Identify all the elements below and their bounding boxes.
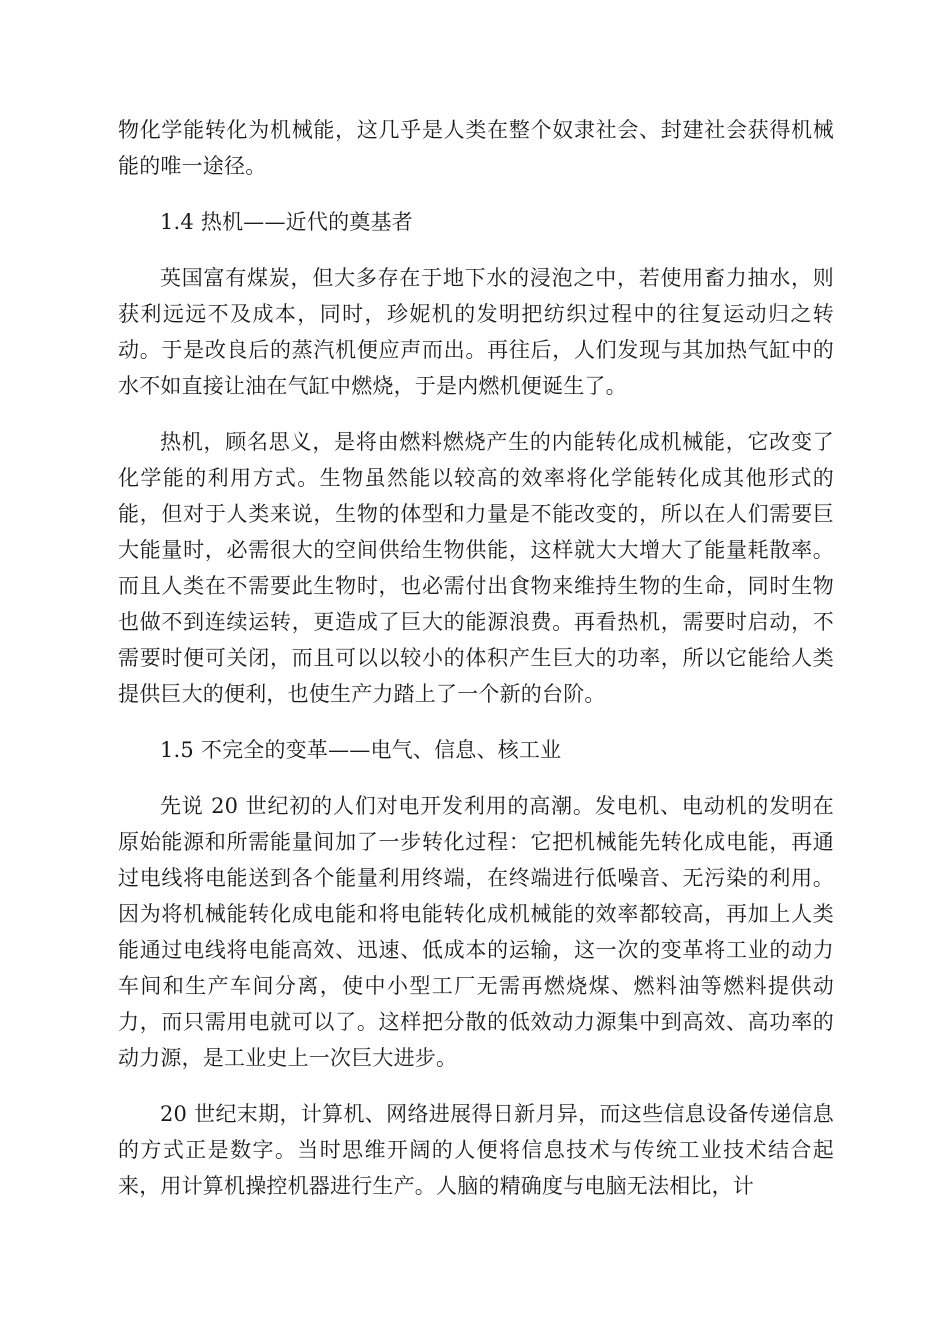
paragraph-electricity: 先说 20 世纪初的人们对电开发利用的高潮。发电机、电动机的发明在原始能源和所需能量间加了一步转化过程：它把机械能先转化成电能，再通过电线将电能送到各个能量利用终端，在终端进行低噪音、无污染的利用。因为将机械能转化成电能和将电能转化成机械能的效率都较高，再加上人类能通过电线将电能高效、迅速、低成本的运输，这一次的变革将工业的动力车间和生产车间分离，使中小型工厂无需再燃烧煤、燃料油等燃料提供动力，而只需用电就可以了。这样把分散的低效动力源集中到高效、高功率的动力源，是工业史上一次巨大进步。 <box>118 794 834 1070</box>
paragraph-information: 20 世纪末期，计算机、网络进展得日新月异，而这些信息设备传递信息的方式正是数字。当时思维开阔的人便将信息技术与传统工业技术结合起来，用计算机操控机器进行生产。人脑的精确度与电脑无法相比，计 <box>118 1102 834 1198</box>
document-body <box>118 112 834 1224</box>
paragraph-heat-engine: 热机，顾名思义，是将由燃料燃烧产生的内能转化成机械能，它改变了化学能的利用方式。生物虽然能以较高的效率将化学能转化成其他形式的能，但对于人类来说，生物的体型和力量是不能改变的，所以在人们需要巨大能量时，必需很大的空间供给生物供能，这样就大大增大了能量耗散率。而且人类在不需要此生物时，也必需付出食物来维持生物的生命，同时生物也做不到连续运转，更造成了巨大的能源浪费。再看热机，需要时启动，不需要时便可关闭，而且可以以较小的体积产生巨大的功率，所以它能给人类提供巨大的便利，也使生产力踏上了一个新的台阶。 <box>118 430 834 706</box>
paragraph-steam-engine: 英国富有煤炭，但大多存在于地下水的浸泡之中，若使用畜力抽水，则获利远远不及成本，同时，珍妮机的发明把纺织过程中的往复运动归之转动。于是改良后的蒸汽机便应声而出。再往后，人们发现与其加热气缸中的水不如直接让油在气缸中燃烧，于是内燃机便诞生了。 <box>118 266 834 398</box>
section-heading-1-4: 1.4 热机——近代的奠基者 <box>160 210 413 234</box>
paragraph-continued: 物化学能转化为机械能，这几乎是人类在整个奴隶社会、封建社会获得机械能的唯一途径。 <box>118 118 834 178</box>
section-heading-1-5: 1.5 不完全的变革——电气、信息、核工业 <box>160 738 562 762</box>
